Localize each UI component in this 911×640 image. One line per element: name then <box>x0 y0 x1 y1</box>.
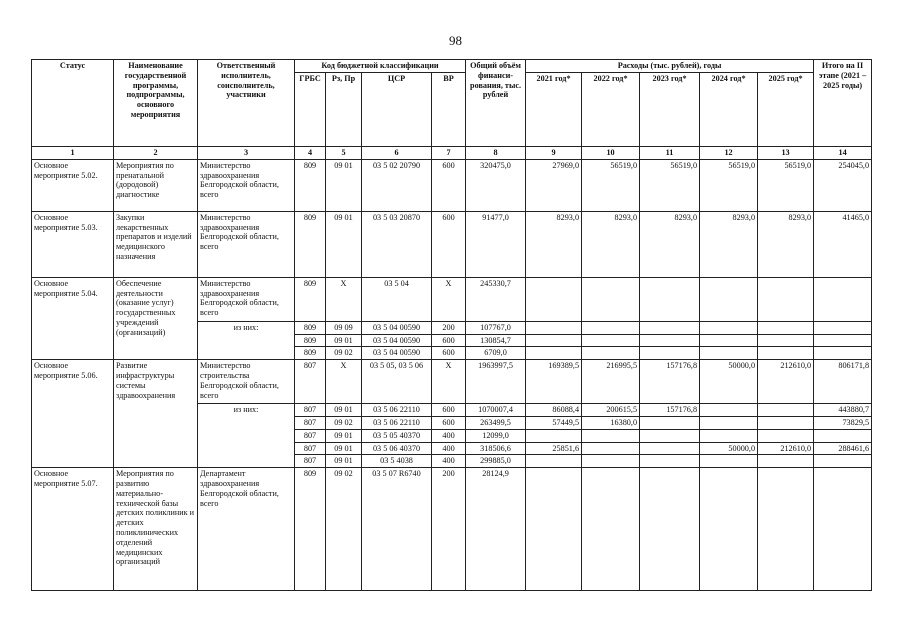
cell-grbs: 809 <box>295 347 326 360</box>
cell-rzpr: 09 02 <box>326 416 362 429</box>
cell-csr: 03 5 04 <box>362 277 432 321</box>
column-numbers-row <box>32 147 872 160</box>
cell-2021: 8293,0 <box>526 211 582 277</box>
cell-grbs: 807 <box>295 416 326 429</box>
cell-vr: 200 <box>432 468 466 591</box>
cell-grbs: 807 <box>295 455 326 468</box>
cell-csr: 03 5 04 00590 <box>362 347 432 360</box>
cell-2025 <box>758 429 814 442</box>
cell-2022: 16380,0 <box>582 416 640 429</box>
col-num-1: 1 <box>32 147 114 160</box>
cell-2021: 57449,5 <box>526 416 582 429</box>
cell-csr: 03 5 03 20870 <box>362 211 432 277</box>
header-kbk: Код бюджетной классификации <box>295 60 466 73</box>
cell-2023 <box>640 277 700 321</box>
cell-total: 6709,0 <box>466 347 526 360</box>
cell-vr: 200 <box>432 321 466 334</box>
cell-total: 107767,0 <box>466 321 526 334</box>
table-row-5-07 <box>32 468 872 591</box>
header-responsible: Ответственный исполнитель, соисполнитель, участники <box>198 60 295 147</box>
cell-2023 <box>640 416 700 429</box>
cell-rzpr: 09 01 <box>326 442 362 455</box>
cell-responsible: Министерство здравоохранения Белгородской области, всего <box>198 211 295 277</box>
cell-grbs: 809 <box>295 468 326 591</box>
header-status: Статус <box>32 60 114 147</box>
cell-2024 <box>700 277 758 321</box>
cell-2025: 56519,0 <box>758 159 814 211</box>
col-num-6: 6 <box>362 147 432 160</box>
cell-iz-nih: из них: <box>198 404 295 468</box>
cell-grbs: 807 <box>295 429 326 442</box>
cell-2021 <box>526 455 582 468</box>
col-num-2: 2 <box>114 147 198 160</box>
header-name: Наименование государственной программы, подпрограммы, основного мероприятия <box>114 60 198 147</box>
cell-2023 <box>640 429 700 442</box>
cell-2021 <box>526 429 582 442</box>
cell-2022 <box>582 468 640 591</box>
cell-2021: 86088,4 <box>526 404 582 417</box>
cell-2021 <box>526 277 582 321</box>
cell-csr: 03 5 02 20790 <box>362 159 432 211</box>
cell-itogo: 288461,6 <box>814 442 872 455</box>
cell-2022: 56519,0 <box>582 159 640 211</box>
col-num-11: 11 <box>640 147 700 160</box>
table-row-5-04 <box>32 277 872 321</box>
cell-itogo: 41465,0 <box>814 211 872 277</box>
cell-rzpr: 09 01 <box>326 211 362 277</box>
cell-2023: 157176,8 <box>640 360 700 404</box>
cell-vr: 400 <box>432 455 466 468</box>
page-number: 98 <box>449 33 462 48</box>
cell-rzpr: 09 02 <box>326 468 362 591</box>
col-num-7: 7 <box>432 147 466 160</box>
header-2022: 2022 год* <box>582 73 640 147</box>
cell-2024: 8293,0 <box>700 211 758 277</box>
cell-itogo <box>814 277 872 321</box>
cell-csr: 03 5 04 00590 <box>362 334 432 347</box>
table-row-5-02 <box>32 159 872 211</box>
cell-rzpr: 09 01 <box>326 455 362 468</box>
cell-total: 320475,0 <box>466 159 526 211</box>
cell-csr: 03 5 4038 <box>362 455 432 468</box>
cell-2022: 200615,5 <box>582 404 640 417</box>
cell-vr: Х <box>432 277 466 321</box>
cell-2023 <box>640 468 700 591</box>
header-2024: 2024 год* <box>700 73 758 147</box>
cell-itogo: 806171,8 <box>814 360 872 404</box>
cell-total: 28124,9 <box>466 468 526 591</box>
header-expenses: Расходы (тыс. рублей), годы <box>526 60 814 73</box>
cell-2024: 50000,0 <box>700 360 758 404</box>
cell-rzpr: 09 01 <box>326 334 362 347</box>
cell-total: 245330,7 <box>466 277 526 321</box>
cell-vr: 600 <box>432 347 466 360</box>
cell-2021: 25851,6 <box>526 442 582 455</box>
cell-total: 1963997,5 <box>466 360 526 404</box>
cell-grbs: 809 <box>295 211 326 277</box>
cell-itogo: 443880,7 <box>814 404 872 417</box>
cell-rzpr: 09 01 <box>326 404 362 417</box>
cell-itogo <box>814 455 872 468</box>
cell-vr: 400 <box>432 442 466 455</box>
header-grbs: ГРБС <box>295 73 326 147</box>
cell-2024 <box>700 416 758 429</box>
cell-itogo <box>814 468 872 591</box>
col-num-5: 5 <box>326 147 362 160</box>
budget-table <box>31 59 872 591</box>
cell-2024: 56519,0 <box>700 159 758 211</box>
cell-name: Мероприятия по развитию материально-технической базы детских поликлиник и детских поликлинических отделений медицинских организаций <box>114 468 198 591</box>
cell-total: 299885,0 <box>466 455 526 468</box>
col-num-3: 3 <box>198 147 295 160</box>
cell-2024 <box>700 468 758 591</box>
cell-2025 <box>758 277 814 321</box>
header-rzpr: Рз, Пр <box>326 73 362 147</box>
cell-vr: 600 <box>432 334 466 347</box>
cell-grbs: 809 <box>295 277 326 321</box>
col-num-14: 14 <box>814 147 872 160</box>
cell-name: Развитие инфраструктуры системы здравоохранения <box>114 360 198 468</box>
cell-grbs: 809 <box>295 159 326 211</box>
cell-2022 <box>582 442 640 455</box>
cell-2025 <box>758 455 814 468</box>
cell-2024 <box>700 404 758 417</box>
cell-csr: 03 5 07 R6740 <box>362 468 432 591</box>
cell-grbs: 809 <box>295 321 326 334</box>
cell-total: 130854,7 <box>466 334 526 347</box>
cell-name: Обеспечение деятельности (оказание услуг) государственных учреждений (организаций) <box>114 277 198 359</box>
cell-vr: 600 <box>432 211 466 277</box>
cell-2025 <box>758 468 814 591</box>
header-total: Общий объём финанси-рования, тыс. рублей <box>466 60 526 147</box>
cell-2023: 8293,0 <box>640 211 700 277</box>
cell-rzpr: 09 01 <box>326 159 362 211</box>
cell-total: 263499,5 <box>466 416 526 429</box>
cell-itogo: 254045,0 <box>814 159 872 211</box>
cell-responsible: Министерство строительства Белгородской области, всего <box>198 360 295 404</box>
cell-vr: Х <box>432 360 466 404</box>
cell-total: 12099,0 <box>466 429 526 442</box>
cell-2021: 27969,0 <box>526 159 582 211</box>
cell-2025 <box>758 404 814 417</box>
cell-2022 <box>582 429 640 442</box>
cell-csr: 03 5 05, 03 5 06 <box>362 360 432 404</box>
table-row-5-03 <box>32 211 872 277</box>
cell-2022 <box>582 455 640 468</box>
cell-total: 1070007,4 <box>466 404 526 417</box>
cell-vr: 600 <box>432 159 466 211</box>
cell-status: Основное мероприятие 5.02. <box>32 159 114 211</box>
header-row-1 <box>32 60 872 73</box>
col-num-12: 12 <box>700 147 758 160</box>
cell-2024: 50000,0 <box>700 442 758 455</box>
cell-name: Мероприятия по пренатальной (дородовой) диагностике <box>114 159 198 211</box>
cell-responsible: Департамент здравоохранения Белгородской области, всего <box>198 468 295 591</box>
cell-rzpr: 09 02 <box>326 347 362 360</box>
cell-csr: 03 5 06 22110 <box>362 416 432 429</box>
cell-2021 <box>526 468 582 591</box>
cell-rzpr: 09 09 <box>326 321 362 334</box>
cell-2022: 216995,5 <box>582 360 640 404</box>
cell-itogo: 73829,5 <box>814 416 872 429</box>
cell-grbs: 807 <box>295 404 326 417</box>
cell-grbs: 809 <box>295 334 326 347</box>
col-num-4: 4 <box>295 147 326 160</box>
col-num-8: 8 <box>466 147 526 160</box>
cell-2023 <box>640 442 700 455</box>
cell-iz-nih: из них: <box>198 321 295 359</box>
cell-csr: 03 5 05 40370 <box>362 429 432 442</box>
cell-vr: 400 <box>432 429 466 442</box>
cell-rzpr: 09 01 <box>326 429 362 442</box>
cell-name: Закупки лекарственных препаратов и изделий медицинского назначения <box>114 211 198 277</box>
cell-vr: 600 <box>432 416 466 429</box>
cell-2022 <box>582 277 640 321</box>
cell-responsible: Министерство здравоохранения Белгородской области, всего <box>198 159 295 211</box>
header-2023: 2023 год* <box>640 73 700 147</box>
cell-2023 <box>640 455 700 468</box>
cell-2021: 169389,5 <box>526 360 582 404</box>
cell-2025 <box>758 416 814 429</box>
cell-2024 <box>700 455 758 468</box>
cell-2025: 8293,0 <box>758 211 814 277</box>
table-row-5-06 <box>32 360 872 404</box>
cell-total: 91477,0 <box>466 211 526 277</box>
col-num-9: 9 <box>526 147 582 160</box>
cell-total: 318506,6 <box>466 442 526 455</box>
cell-rzpr: Х <box>326 360 362 404</box>
cell-status: Основное мероприятие 5.03. <box>32 211 114 277</box>
header-vr: ВР <box>432 73 466 147</box>
cell-itogo <box>814 429 872 442</box>
cell-2023: 56519,0 <box>640 159 700 211</box>
cell-csr: 03 5 04 00590 <box>362 321 432 334</box>
cell-2022: 8293,0 <box>582 211 640 277</box>
cell-status: Основное мероприятие 5.06. <box>32 360 114 468</box>
cell-vr: 600 <box>432 404 466 417</box>
cell-2025: 212610,0 <box>758 360 814 404</box>
cell-rzpr: Х <box>326 277 362 321</box>
cell-2024 <box>700 429 758 442</box>
cell-grbs: 807 <box>295 442 326 455</box>
cell-grbs: 807 <box>295 360 326 404</box>
header-2025: 2025 год* <box>758 73 814 147</box>
cell-status: Основное мероприятие 5.07. <box>32 468 114 591</box>
cell-status: Основное мероприятие 5.04. <box>32 277 114 359</box>
col-num-10: 10 <box>582 147 640 160</box>
cell-responsible: Министерство здравоохранения Белгородской области, всего <box>198 277 295 321</box>
header-csr: ЦСР <box>362 73 432 147</box>
cell-csr: 03 5 06 40370 <box>362 442 432 455</box>
header-itogo: Итого на II этапе (2021 – 2025 годы) <box>814 60 872 147</box>
header-2021: 2021 год* <box>526 73 582 147</box>
cell-2025: 212610,0 <box>758 442 814 455</box>
cell-2023: 157176,8 <box>640 404 700 417</box>
col-num-13: 13 <box>758 147 814 160</box>
cell-csr: 03 5 06 22110 <box>362 404 432 417</box>
